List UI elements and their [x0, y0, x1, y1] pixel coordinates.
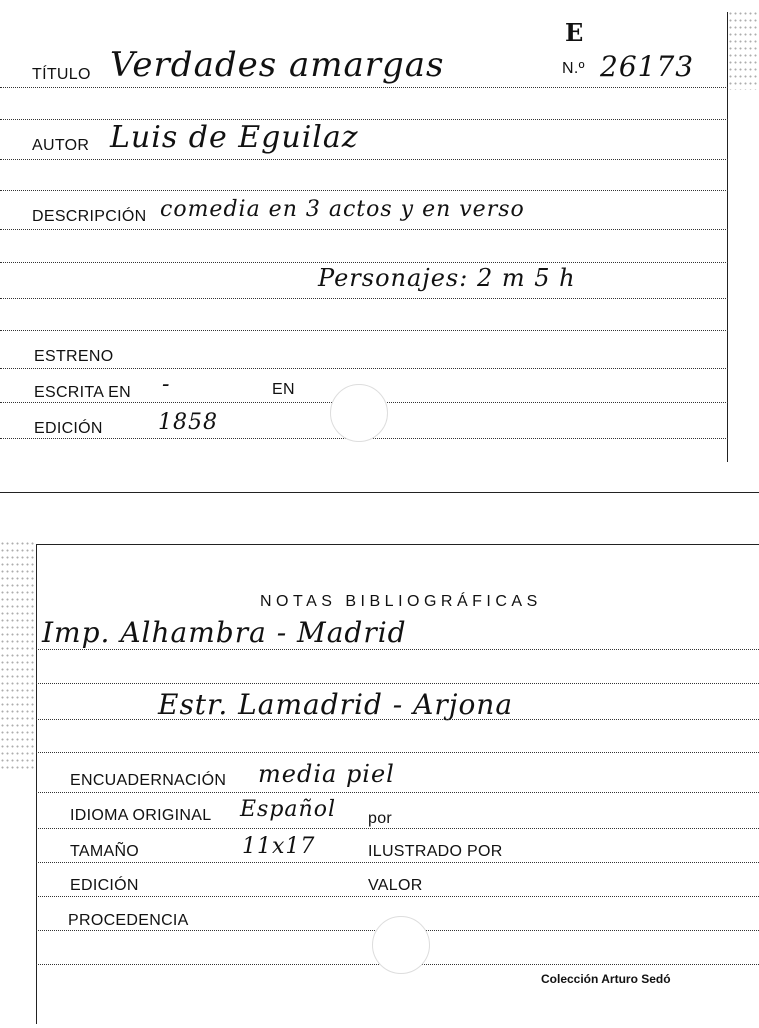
escrita-en-label: ESCRITA EN — [34, 384, 131, 401]
tamano-value: 11x17 — [242, 834, 316, 859]
rule — [0, 229, 728, 230]
collection-credit: Colección Arturo Sedó — [541, 972, 671, 986]
edicion-label: EDICIÓN — [70, 877, 139, 894]
encuadernacion-value: media piel — [258, 760, 395, 788]
rule — [36, 683, 759, 684]
edicion-label: EDICIÓN — [34, 420, 103, 437]
escrita-en-value: - — [162, 372, 171, 397]
valor-label: VALOR — [368, 877, 423, 894]
punch-hole — [330, 384, 388, 442]
rule — [0, 262, 728, 263]
encuadernacion-label: ENCUADERNACIÓN — [70, 772, 227, 789]
rule — [0, 298, 728, 299]
procedencia-label: PROCEDENCIA — [68, 912, 189, 929]
tamano-label: TAMAÑO — [70, 843, 140, 860]
autor-label: AUTOR — [32, 137, 90, 154]
cut-line — [0, 492, 759, 493]
idioma-label: IDIOMA ORIGINAL — [70, 807, 212, 824]
titulo-label: TÍTULO — [32, 66, 91, 83]
scan-noise — [728, 10, 758, 90]
titulo-value: Verdades amargas — [110, 45, 445, 85]
corner-mark: E — [565, 18, 585, 47]
rule — [36, 828, 759, 829]
punch-hole — [372, 916, 430, 974]
descripcion-value: comedia en 3 actos y en verso — [160, 197, 525, 222]
number-label: N.º — [562, 60, 585, 77]
rule — [36, 862, 759, 863]
card-left-edge — [36, 544, 37, 1024]
notes-line-1: Imp. Alhambra - Madrid — [42, 616, 407, 649]
rule — [36, 896, 759, 897]
rule — [0, 87, 728, 88]
descripcion-label: DESCRIPCIÓN — [32, 208, 147, 225]
rule — [0, 368, 728, 369]
personajes-value: Personajes: 2 m 5 h — [318, 264, 576, 292]
en-label: EN — [272, 381, 295, 398]
autor-value: Luis de Eguilaz — [110, 120, 359, 155]
catalog-card-bottom — [0, 520, 759, 1028]
ilustrado-label: ILUSTRADO POR — [368, 843, 503, 860]
notas-title: NOTAS BIBLIOGRÁFICAS — [260, 593, 542, 610]
catalog-card-top — [0, 0, 759, 495]
scan-noise — [0, 540, 34, 770]
rule — [36, 792, 759, 793]
rule — [36, 649, 759, 650]
idioma-value: Español — [240, 797, 336, 822]
rule — [0, 190, 728, 191]
estreno-label: ESTRENO — [34, 348, 114, 365]
rule — [36, 752, 759, 753]
card-top-edge — [36, 544, 759, 545]
rule — [36, 719, 759, 720]
notes-line-2: Estr. Lamadrid - Arjona — [158, 688, 514, 721]
rule — [0, 159, 728, 160]
edicion-value: 1858 — [158, 410, 218, 435]
number-value: 26173 — [600, 50, 695, 83]
rule — [0, 330, 728, 331]
por-label: por — [368, 810, 393, 827]
